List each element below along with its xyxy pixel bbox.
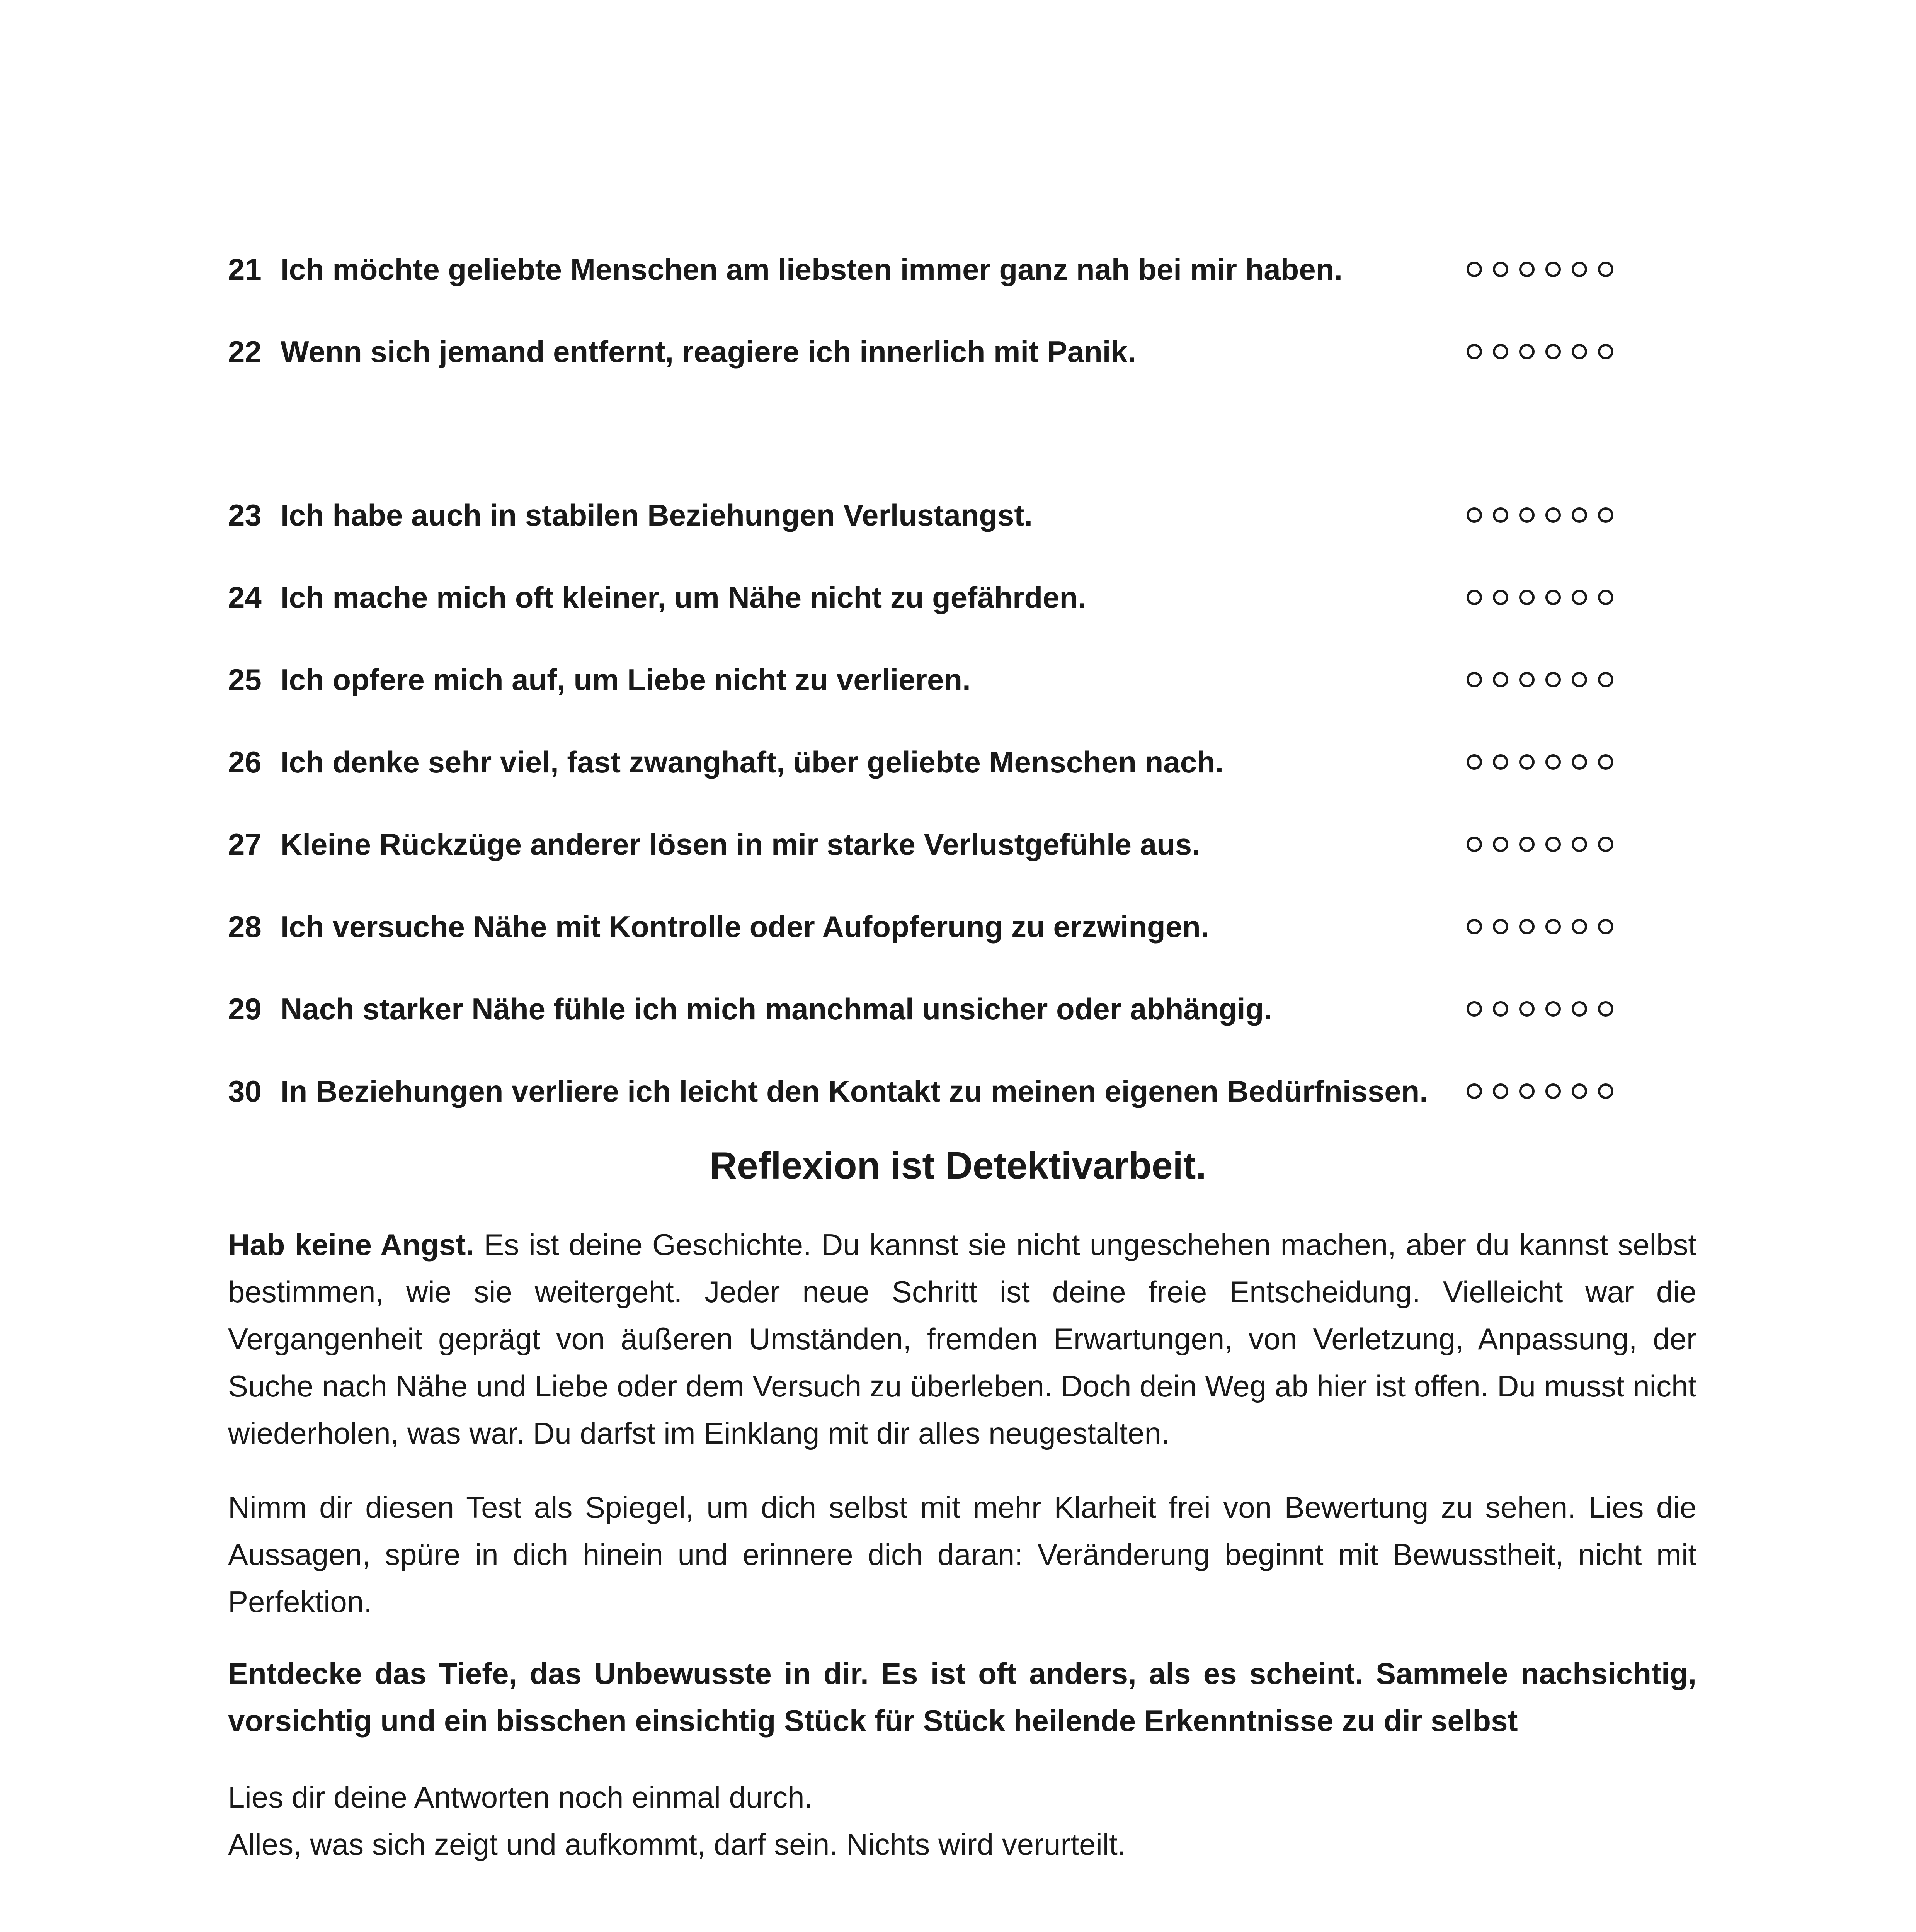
rating-scale [1467,1083,1613,1099]
rating-radio[interactable] [1467,754,1482,770]
question-text: Nach starker Nähe fühle ich mich manchmal unsicher oder abhängig. [281,992,1273,1026]
rating-radio[interactable] [1598,507,1613,523]
rating-radio[interactable] [1493,1083,1508,1099]
rating-radio[interactable] [1493,1001,1508,1017]
rating-radio[interactable] [1572,837,1587,852]
question-number: 25 [228,662,262,697]
rating-radio[interactable] [1598,919,1613,934]
rating-scale [1467,754,1613,770]
rating-radio[interactable] [1519,1083,1535,1099]
rating-radio[interactable] [1493,754,1508,770]
intro-text: Es ist deine Geschichte. Du kannst sie nicht ungeschehen machen, aber du kannst selbst bestimmen, wie sie weitergeht. Jeder neue Schritt ist deine freie Entscheidung. Vielleicht war die Vergangenheit geprägt von äußeren Umständen, fremden Erwartungen, von Verletzung, Anpassung, der Suche nach Nähe und Liebe oder dem Versuch zu überleben. Doch dein Weg ab hier ist offen. Du musst nicht wiederholen, was war. Du darfst im Einklang mit dir alles neugestalten. [228,1228,1696,1450]
intro-paragraph [228,1221,1696,1457]
rating-radio[interactable] [1598,262,1613,277]
rating-radio[interactable] [1598,672,1613,687]
question-text: Ich habe auch in stabilen Beziehungen Verlustangst. [281,498,1033,532]
rating-radio[interactable] [1493,262,1508,277]
mirror-paragraph [228,1484,1696,1625]
question-row [228,310,1635,393]
rating-radio[interactable] [1598,344,1613,359]
rating-radio[interactable] [1572,672,1587,687]
rating-radio[interactable] [1493,672,1508,687]
rating-scale [1467,919,1613,934]
rating-radio[interactable] [1467,344,1482,359]
intro-lead: Hab keine Angst. [228,1228,475,1262]
question-text: Ich opfere mich auf, um Liebe nicht zu verlieren. [281,662,971,697]
discover-text: Entdecke das Tiefe, das Unbewusste in dir. Es ist oft anders, als es scheint. Sammele nachsichtig, vorsichtig und ein bisschen einsichtig Stück für Stück heilende Erkenntnisse zu dir selbst [228,1656,1696,1738]
rating-radio[interactable] [1519,507,1535,523]
question-row [228,638,1635,721]
question-number: 22 [228,334,262,369]
review-line-1: Lies dir deine Antworten noch einmal durch. [228,1780,813,1814]
rating-radio[interactable] [1519,344,1535,359]
rating-radio[interactable] [1467,837,1482,852]
rating-radio[interactable] [1467,507,1482,523]
rating-radio[interactable] [1519,672,1535,687]
rating-radio[interactable] [1519,837,1535,852]
rating-scale [1467,672,1613,687]
rating-scale [1467,262,1613,277]
rating-radio[interactable] [1545,919,1561,934]
rating-radio[interactable] [1598,590,1613,605]
question-number: 23 [228,498,262,532]
question-number: 27 [228,827,262,861]
question-row [228,885,1635,968]
review-paragraph [228,1774,1696,1868]
rating-scale [1467,344,1613,359]
question-row [228,803,1635,885]
discover-paragraph [228,1650,1696,1744]
rating-radio[interactable] [1572,590,1587,605]
rating-radio[interactable] [1467,672,1482,687]
question-row [228,556,1635,638]
rating-radio[interactable] [1572,1083,1587,1099]
mirror-text: Nimm dir diesen Test als Spiegel, um dich selbst mit mehr Klarheit frei von Bewertung zu sehen. Lies die Aussagen, spüre in dich hinein und erinnere dich daran: Veränderung beginnt mit Bewusstheit, nicht mit Perfektion. [228,1490,1696,1619]
question-number: 30 [228,1074,262,1108]
rating-radio[interactable] [1545,344,1561,359]
rating-radio[interactable] [1598,1083,1613,1099]
rating-radio[interactable] [1545,262,1561,277]
question-list [228,228,1635,1132]
question-row [228,721,1635,803]
rating-scale [1467,507,1613,523]
rating-radio[interactable] [1572,262,1587,277]
rating-radio[interactable] [1545,1083,1561,1099]
question-row [228,968,1635,1050]
question-row [228,474,1635,556]
rating-radio[interactable] [1572,507,1587,523]
question-number: 29 [228,992,262,1026]
rating-scale [1467,1001,1613,1017]
rating-radio[interactable] [1545,507,1561,523]
rating-radio[interactable] [1598,1001,1613,1017]
question-number: 24 [228,580,262,614]
rating-radio[interactable] [1467,590,1482,605]
rating-scale [1467,837,1613,852]
question-text: In Beziehungen verliere ich leicht den Kontakt zu meinen eigenen Bedürfnissen. [281,1074,1428,1108]
rating-radio[interactable] [1467,919,1482,934]
rating-radio[interactable] [1545,590,1561,605]
question-number: 26 [228,745,262,779]
question-text: Ich denke sehr viel, fast zwanghaft, über geliebte Menschen nach. [281,745,1224,779]
rating-radio[interactable] [1519,754,1535,770]
question-text: Kleine Rückzüge anderer lösen in mir starke Verlustgefühle aus. [281,827,1200,861]
rating-radio[interactable] [1519,1001,1535,1017]
rating-radio[interactable] [1493,590,1508,605]
rating-radio[interactable] [1545,672,1561,687]
question-number: 28 [228,909,262,944]
question-text: Ich versuche Nähe mit Kontrolle oder Aufopferung zu erzwingen. [281,909,1209,944]
question-text: Ich mache mich oft kleiner, um Nähe nicht zu gefährden. [281,580,1086,614]
question-row [228,228,1635,310]
rating-radio[interactable] [1598,837,1613,852]
section-heading: Reflexion ist Detektivarbeit. [710,1144,1206,1187]
rating-radio[interactable] [1545,1001,1561,1017]
question-text: Ich möchte geliebte Menschen am liebsten immer ganz nah bei mir haben. [281,252,1343,286]
question-text: Wenn sich jemand entfernt, reagiere ich innerlich mit Panik. [281,334,1136,369]
rating-radio[interactable] [1467,1083,1482,1099]
rating-radio[interactable] [1519,590,1535,605]
rating-radio[interactable] [1572,344,1587,359]
rating-radio[interactable] [1493,837,1508,852]
rating-radio[interactable] [1467,1001,1482,1017]
rating-radio[interactable] [1493,507,1508,523]
rating-radio[interactable] [1598,754,1613,770]
rating-radio[interactable] [1467,262,1482,277]
rating-scale [1467,590,1613,605]
review-line-2: Alles, was sich zeigt und aufkommt, darf sein. Nichts wird verurteilt. [228,1827,1126,1861]
rating-radio[interactable] [1519,262,1535,277]
rating-radio[interactable] [1572,1001,1587,1017]
rating-radio[interactable] [1493,344,1508,359]
rating-radio[interactable] [1545,754,1561,770]
rating-radio[interactable] [1545,837,1561,852]
question-number: 21 [228,252,262,286]
question-row [228,1050,1635,1132]
rating-radio[interactable] [1519,919,1535,934]
rating-radio[interactable] [1572,919,1587,934]
rating-radio[interactable] [1572,754,1587,770]
rating-radio[interactable] [1493,919,1508,934]
